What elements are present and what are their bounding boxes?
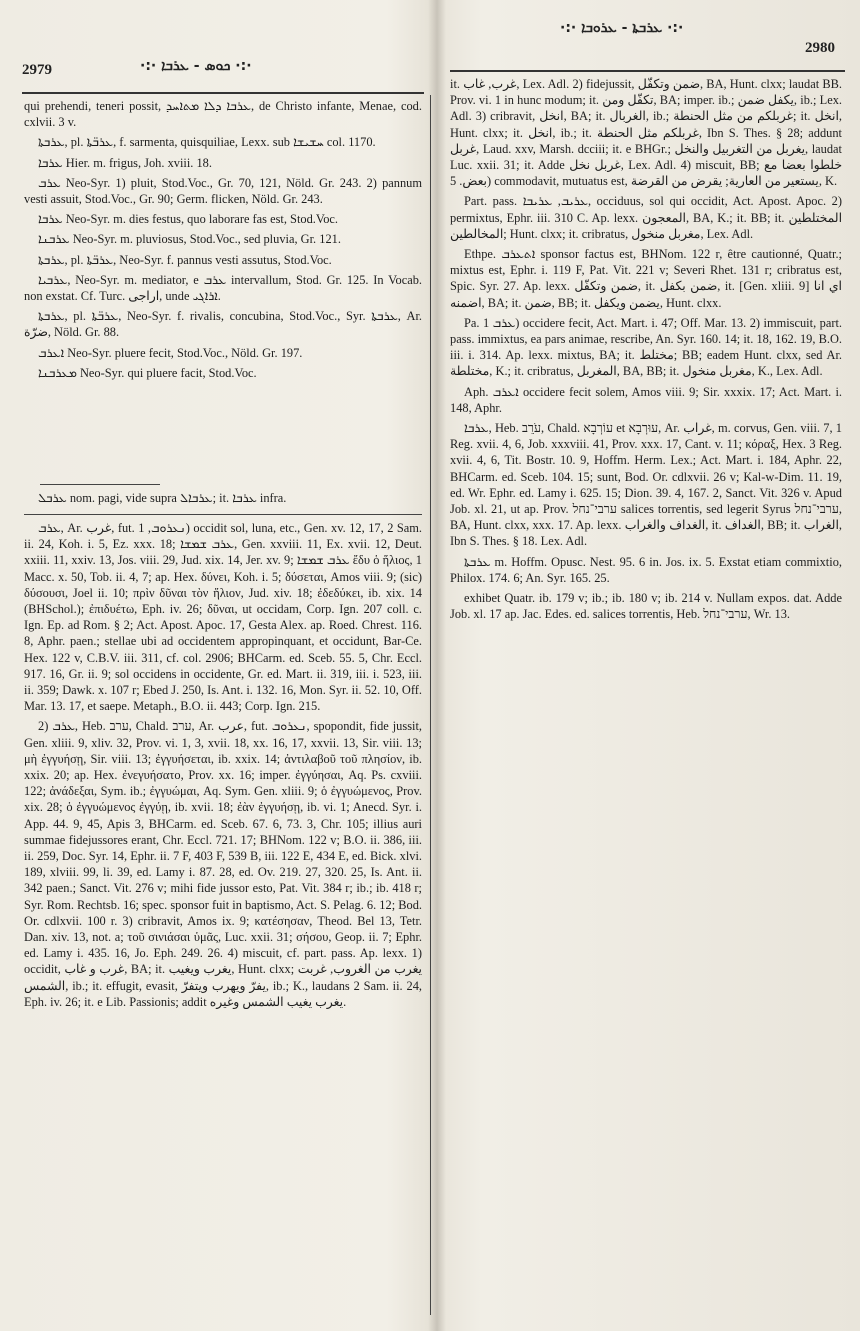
left-column-lower xyxy=(24,520,422,1320)
entry-paragraph: Pa. ܥܪܒ 1) occidere fecit, Act. Mart. i. 47; Off. Mar. 13. 2) immiscuit, part. pass. immixtus, ea pars animae, rescribe, An. Syr. 160. 14; it. 18, 162. 19, B.O. iii. i. 314. Ap. lexx. mixtus, BA; it. مختلط; BB; eadem Hunt. clxx, sed Ar. مختلطة, K.; it. cribratus, المغربل, BA, BB; it. مغربل منخول, K., Lex. Adl. xyxy=(450,315,842,379)
left-page-number: 2979 xyxy=(22,62,52,78)
entry-paragraph: ܐܥܪܒ Neo-Syr. pluere fecit, Stod.Voc., Nöld. Gr. 197. xyxy=(38,345,303,360)
right-page-number: 2980 xyxy=(805,40,835,56)
right-column xyxy=(450,76,842,1320)
left-column-upper xyxy=(24,98,422,480)
entry-paragraph: Part. pass. ܥܪܝܒ, ܥܪܝܒܐ, occiduus, sol qui occidit, Act. Apost. Apoc. 2) permixtus, Ephr. iii. 310 C. Ap. lexx. المعجون, BA, K.; it. BB; it. المختلطين المخالطين; Hunt. clxx; it. cribratus, مغربل منخول, Lex. Adl. xyxy=(450,194,842,241)
entry-paragraph: ܥܪܒܐ, Heb. עֹרֵב, Chald. עוֹרְבָא et עוּרְבָא, Ar. غراب, m. corvus, Gen. viii. 7, 1 Reg. xvii. 4, 6, Job. xxxviii. 41, Prov. xxx. 17, Cant. v. 11; κόραξ, Hex. 3 Reg. xvii. 4, 6, Tit. Bostr. 10. 9, Hoffm. Herm. Lex.; Act. Mart. i. 184, Aphr. 22, BHCarm. ed. Sceb. 104. 15; sunt, Bod. Or. cdlxvii. 26 v; Kal-w-Dim. 11. 19, ed. Wr. Ephr. ed. Lamy i. 625. 15; Dion. 39. 4, 167. 2, Sanct. Vit. 326 v. Apud Job. xl. 21, ut ap. Prov. ערבי־נחל salices torrentis, sed legerit Syrus ערבי־נחל, BA, Hunt. clxx, xxx. 17. Ap. lexx. الغداف والغراب, it. الغداف, BB; it. الغراب, Ibn S. Thes. § 18. Lex. Adl. xyxy=(450,421,842,549)
section-rule xyxy=(40,484,160,485)
entry-paragraph: ܥܪܒܬܐ, pl. ܥܪܒ̈ܬܐ, f. sarmenta, quisquiliae, Lexx. sub ܚܫܝܫܐ col. 1170. xyxy=(38,135,376,150)
right-header-rule xyxy=(450,70,845,72)
entry-paragraph: ܥܪܒܢܐ Neo-Syr. m. pluviosus, Stod.Voc., sed pluvia, Gr. 121. xyxy=(38,232,341,247)
entry-paragraph: it. غرب, غاب, Lex. Adl. 2) fidejussit, ضمن وتكفّل, BA, Hunt. clxx; laudat BB. Prov. vi. 1 in hunc modum; it. تكفّل ومن, BA; imper. ib.; يكفل ضمن, ib.; Lex. Adl. 3) cribravit, انخل, BA; it. الغربال, ib.; غربلكم من مثل الحنطة; it. انخل, Hunt. clxx; it. انخل, ib.; it. غربلكم مثل الحنطة, Ibn S. Thes. § 28; addunt غربل, Laud. xxv, Marsh. dcciii; it. e BHGr.; يغربل من التغربيل والنخل, laudat Luc. xxii. 31; it. Adde غربل نخل, Lex. Adl. 4) miscuit, BB; خلطوا بعضا مع بعض. 5) commodavit, mutuatus est, يستعير من العارية; يقرض من القرضة, K. xyxy=(450,77,842,189)
left-running-head: ·:· ܟܘܣ - ܥܪܒܐ ·:· xyxy=(140,58,252,74)
entry-paragraph: Ethpe. ܐܬܥܪܒ sponsor factus est, BHNom. 122 r, être cautionné, Quatr.; mixtus est, Ephr. i. 119 F, Pat. Vit. 221 v; Severi Rhet. 131 r; cribratus est, Spic. Syr. 27. Ap. lexx. ضمن وتكفّل, it. ضمن بكفل, it. [Gen. xliii. 9] اي انا اضمنه, BA; it. ضمن, BB; it. يضمن ويكفل, Hunt. clxx. xyxy=(450,247,842,310)
entry-paragraph: qui prehendi, teneri possit, ܥܪܒܐ ܕܠܐ ܡܬܐܚܕ, de Christo infante, Menae, cod. cxlvii. 3 v. xyxy=(24,99,422,130)
entry-paragraph: Aph. ܐܥܪܒ occidere fecit solem, Amos viii. 9; Sir. xxxix. 17; Act. Mart. i. 148, Aphr. xyxy=(450,384,842,415)
entry-paragraph: ܥܪܒܬܐ m. Hoffm. Opusc. Nest. 95. 6 in. Jos. ix. 5. Exstat etiam commixtio, Philox. 174. 6; An. Syr. 165. 25. xyxy=(450,554,842,585)
entry-paragraph: ܥܪܒ, Ar. غرب, fut. ܢܥܪܘܒ, 1) occidit sol, luna, etc., Gen. xv. 12, 17, 2 Sam. ii. 24, Koh. i. 5, Ez. xxx. 18; ܥܪܒ ܫܡܫܐ, Gen. xxviii. 11, Ex. xvii. 12, Deut. xxiii. 11, xxiv. 13, Jos. viii. 29, Jud. xix. 14, Jer. xv. 9; ܥܪܒ ܫܡܫܐ ἔδυ ὁ ἥλιος, 1 Macc. x. 50, Tob. ii. 4, 7; ap. Hex. δύνει, Koh. i. 5; δύσεται, Amos viii. 9; (sic) δύσουσι, Joel ii. 10; πρὶν δῦναι τὸν ἥλιον, Jud. xiv. 18; ἐδεδύκει, ib. xix. 14 (BHSchol.); ἐπιδυέτω, Eph. iv. 26; δῦναι, ut occidam, Corp. Ign. 207 coll. c. Ign. Ep. ad Rom. § 2; Act. Apost. Apoc. 17, Gesta Alex. ap. Roed. Chrest. 116. 8, Aphr. paen.; stellae ubi ad occidentem appropinquant, et occidunt, Bar-Ce. Hex. 122 v, C.B.V. iii. 311, cf. col. 2906; BHCarm. ed. Sceb. 55. 5, Chr. Eccl. 917. 16, Gr. ii. 9; sol occidens in occidente, Gr. ed. Mart. ii. 319, iii. i. 523, iii. ii. 359; Dawk. x. 107 r; Ebed J. 250, Is. Ant. i. 132. 16, Mon. Syr. ii. 52. 10, Off. Mar. 13. 17, et saepe. Metaph., B.O. ii. 443; Corp. Ign. 215. xyxy=(24,521,422,714)
entry-paragraph: 2) ܥܪܒ, Heb. ערב, Chald. ערב, Ar. عرب, fut. ܢܥܪܘܒ, spopondit, fide jussit, Gen. xliii. 9, xliv. 32, Prov. vi. 1, 3, xvii. 18, xx. 16, 17, xxvii. 13, Sir. viii. 13; μὴ ἐγγυήσῃ, Sir. viii. 13; ἐγγυήσεται, ib. xxix. 14; ἀντιλαβοῦ τοῦ πλησίον, ib. xxix. 20; ap. Hex. ἐνεγυήσατο, Prov. xx. 16; imper. ἐγγύησαι, Aq. Ps. cxviii. 122; ἀνάδεξαι, Sym. ib.; ἐγγυώμαι, Aq. Sym. Gen. xliii. 9; ὁ ἐγγυώμενος, Prov. xix. 28; ὁ ἐγγυώμενος ἐγγύῃ, ib. xvii. 18; ἐὰν ἐγγυήσῃ, ib. vi. 1; Anecd. Syr. i. App. 44. 9, 45, Apis 3, BHCarm. ed. Sceb. 67. 6, 73. 3, Chr. 105; illius auri summae fidejussores erant, Chr. Eccl. 721. 17; BHNom. 122 v; B.O. ii. 386, iii. ii. 259, Doc. Syr. 14, Ephr. ii. 7 F, 403 F, 539 B, iii. 122 E, 434 E, ed. Bick. xlvi. 189, xlviii. 99, li. 39, ed. Lamy i. 87. 28, ed. Ov. 219. 27, 320. 25, Is. Ant. ii. 342 paen.; Sanct. Vit. 276 v; mihi fide jussor esto, Pat. Vit. 384 r; ib.; ib. 418 r; Syr. Rom. Rechtsb. 16; spec. sponsor fuit in baptismo, Act. S. Pelag. 6. 12; Bod. Or. cdlxvii. 100 r. 3) cribravit, Amos ix. 9; κατέσησαν, Theod. Bel 13, Tetr. Dan. xiv. 13, not. a; τοῦ σινιάσαι ὑμᾶς, Luc. xxii. 31; σήσου, Geop. ii. 7; Ephr. ed. Lamy i. 435. 16, Jo. Eph. 249. 26. 4) miscuit, cf. part. pass. Ap. lexx. 1) occidit, غرب و غاب, BA; it. يغرب ويغيب, Hunt. clxx; يغرب من الغروب, غربت الشمس, ib.; it. effugit, evasit, يفرّ ويهرب ويتفرّ, ib.; K., laudans 2 Sam. ii. 24, Eph. iv. 26; it. e Lib. Passionis; addit يغرب يغيب الشمس وغيره. xyxy=(24,719,422,1009)
entry-paragraph: ܥܪܒܐ Hier. m. frigus, Joh. xviii. 18. xyxy=(38,155,212,170)
entry-paragraph: ܥܪܒܬܐ, pl. ܥܪܒ̈ܬܐ, Neo-Syr. f. pannus vesti assutus, Stod.Voc. xyxy=(38,252,332,267)
entry-paragraph: ܥܪܒ Neo-Syr. 1) pluit, Stod.Voc., Gr. 70, 121, Nöld. Gr. 243. 2) pannum vesti assuit, Stod.Voc., Gr. 90; Germ. flicken, Nöld. Gr. 243. xyxy=(24,175,422,207)
right-running-head: ·:· ܥܪܒܬܐ - ܥܪܘܒܐ ·:· xyxy=(560,20,684,36)
left-header-rule xyxy=(22,92,424,94)
entry-paragraph: exhibet Quatr. ib. 179 v; ib.; ib. 180 v; ib. 214 v. Nullam expos. dat. Adde Job. xl. 17 ap. Jac. Edes. ed. salices torrentis, Heb. ערבי־נחל, Wr. 13. xyxy=(450,591,842,622)
section-rule-lower xyxy=(24,514,422,515)
entry-paragraph: ܥܪܒܠ nom. pagi, vide supra ܥܪܒܐܠ; it. ܥܪܒܐ infra. xyxy=(38,491,287,505)
entry-paragraph: ܥܪܒܬܐ, pl. ܥܪܒ̈ܬܐ, Neo-Syr. f. rivalis, concubina, Stod.Voc., Syr. ܥܪܒܬܐ, Ar. ضرّة, Nöld. Gr. 88. xyxy=(24,309,422,340)
entry-paragraph: ܡܥܪܒܢܐ Neo-Syr. qui pluere facit, Stod.Voc. xyxy=(38,365,257,380)
entry-paragraph: ܥܪܒܝܐ, Neo-Syr. m. mediator, e ܥܪܒ intervallum, Stod. Gr. 125. In Vocab. non exstat. Cf. Turc. اراجی, unde ܐܪܐܓܝ. xyxy=(24,272,422,304)
column-divider xyxy=(430,95,431,1315)
entry-paragraph: ܥܪܒܐ Neo-Syr. m. dies festus, quo laborare fas est, Stod.Voc. xyxy=(38,212,339,227)
separator-entry xyxy=(24,490,422,510)
